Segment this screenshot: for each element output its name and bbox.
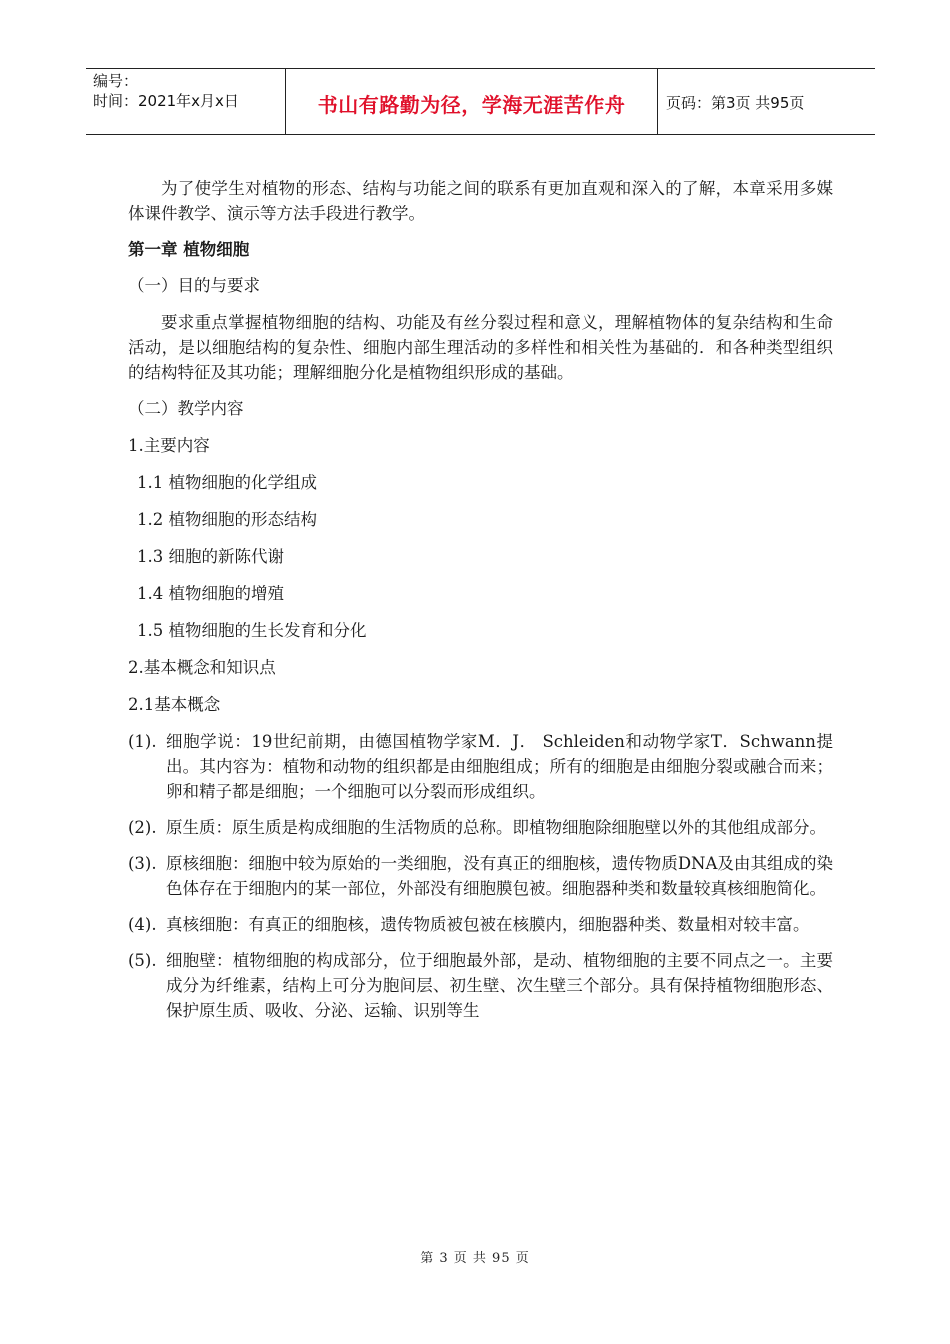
concept-number: (4).	[128, 915, 157, 934]
concept-number: (5).	[128, 951, 157, 970]
section-1-title: （一）目的与要求	[128, 276, 260, 295]
concept-item	[128, 729, 833, 804]
sub-item: 1.1 植物细胞的化学组成	[137, 473, 317, 492]
page-footer: 第 3 页 共 95 页	[420, 1251, 530, 1266]
concept-text: 原生质：原生质是构成细胞的生活物质的总称。即植物细胞除细胞壁以外的其他组成部分。	[166, 818, 826, 837]
concept-number: (1).	[128, 732, 157, 751]
time-label: 时间：2021年x月x日	[93, 92, 239, 110]
sub-item: 1.4 植物细胞的增殖	[137, 584, 284, 603]
basic-concepts-title: 2.1基本概念	[128, 695, 221, 714]
header-page-label: 页码：第3页 共95页	[666, 94, 805, 112]
section-1-text: 要求重点掌握植物细胞的结构、功能及有丝分裂过程和意义，理解植物体的复杂结构和生命活动，是以细胞结构的复杂性、细胞内部生理活动的多样性和相关性为基础的．和各种类型组织的结构特征及其功能；理解细胞分化是植物组织形成的基础。	[128, 313, 833, 382]
concepts-title: 2.基本概念和知识点	[128, 658, 276, 677]
number-label: 编号：	[93, 72, 139, 90]
page-header	[86, 68, 875, 135]
header-motto: 书山有路勤为径，学海无涯苦作舟	[286, 69, 658, 134]
sub-item: 1.2 植物细胞的形态结构	[137, 510, 317, 529]
concept-item	[128, 851, 833, 901]
main-content-title: 1.主要内容	[128, 436, 210, 455]
concept-text: 细胞壁：植物细胞的构成部分，位于细胞最外部，是动、植物细胞的主要不同点之一。主要成分为纤维素，结构上可分为胞间层、初生壁、次生壁三个部分。具有保持植物细胞形态、保护原生质、吸收、分泌、运输、识别等生	[166, 951, 833, 1020]
document-body	[128, 176, 833, 1034]
concept-number: (2).	[128, 818, 157, 837]
concept-item	[128, 948, 833, 1023]
concept-number: (3).	[128, 854, 157, 873]
section-2-title: （二）教学内容	[128, 399, 244, 418]
concept-text: 真核细胞：有真正的细胞核，遗传物质被包被在核膜内，细胞器种类、数量相对较丰富。	[166, 915, 810, 934]
concept-text: 原核细胞：细胞中较为原始的一类细胞，没有真正的细胞核，遗传物质DNA及由其组成的染色体存在于细胞内的某一部位，外部没有细胞膜包被。细胞器种类和数量较真核细胞简化。	[166, 854, 833, 898]
chapter-title: 第一章 植物细胞	[128, 240, 250, 259]
sub-item: 1.3 细胞的新陈代谢	[137, 547, 284, 566]
intro-paragraph: 为了使学生对植物的形态、结构与功能之间的联系有更加直观和深入的了解，本章采用多媒体课件教学、演示等方法手段进行教学。	[128, 179, 833, 223]
concept-item	[128, 815, 833, 840]
concept-text: 细胞学说：19世纪前期，由德国植物学家M．J． Schleiden和动物学家T．Schwann提出。其内容为：植物和动物的组织都是由细胞组成；所有的细胞是由细胞分裂或融合而来；卵和精子都是细胞；一个细胞可以分裂而形成组织。	[166, 732, 833, 801]
header-meta	[86, 69, 286, 134]
concept-item	[128, 912, 833, 937]
sub-item: 1.5 植物细胞的生长发育和分化	[137, 621, 367, 640]
